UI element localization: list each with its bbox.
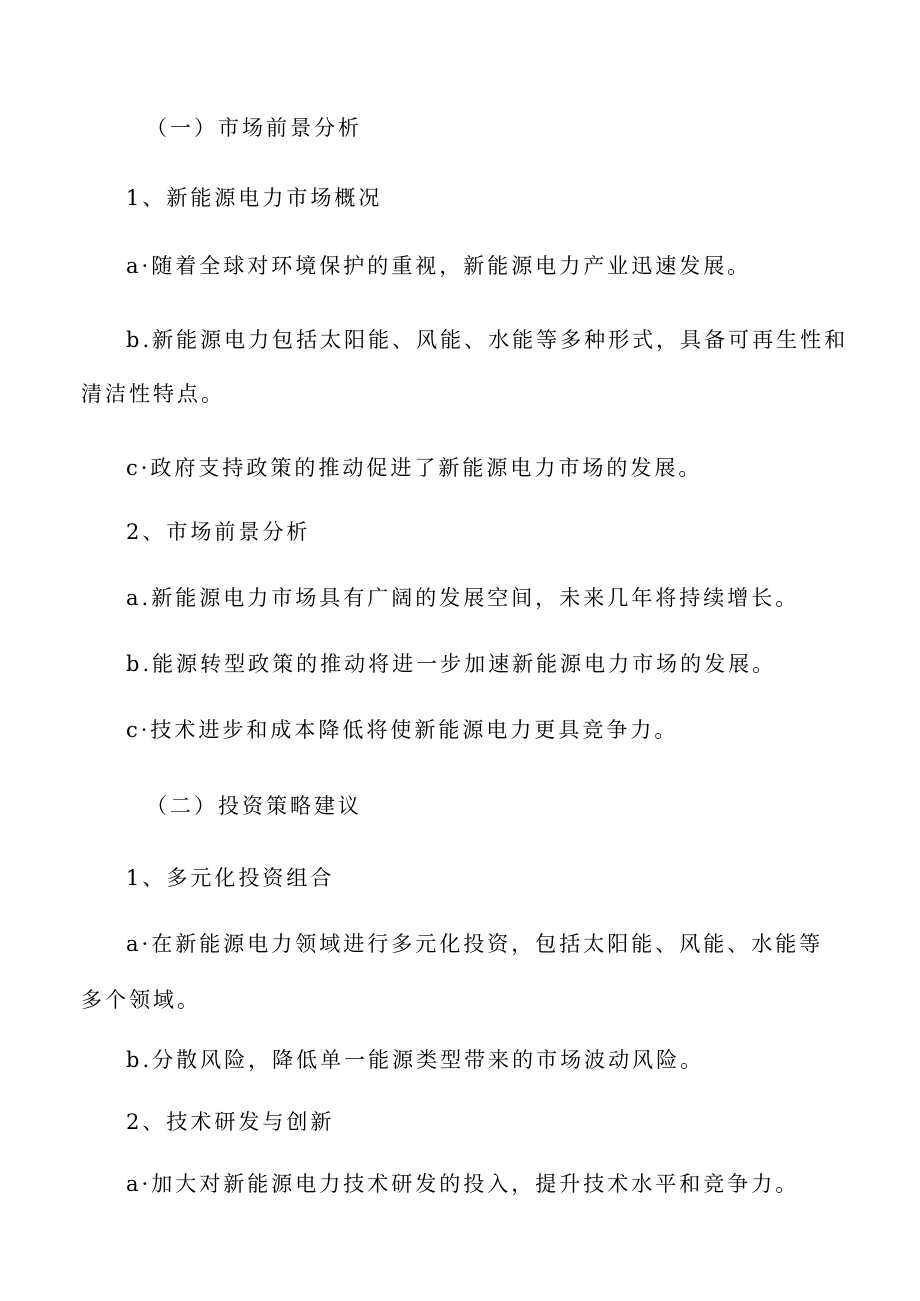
subsection-heading-market-overview: 1、新能源电力市场概况 [126, 186, 383, 210]
paragraph-item: c·技术进步和成本降低将使新能源电力更具竞争力。 [126, 718, 679, 742]
paragraph-continuation: 清洁性特点。 [81, 382, 225, 406]
section-heading-market-outlook: （一）市场前景分析 [146, 116, 362, 140]
subsection-heading-rnd-innovation: 2、技术研发与创新 [126, 1110, 335, 1134]
subsection-heading-market-prospects: 2、市场前景分析 [126, 520, 311, 544]
paragraph-item: b.新能源电力包括太阳能、风能、水能等多种形式，具备可再生性和 [126, 328, 849, 352]
paragraph-item: a·加大对新能源电力技术研发的投入，提升技术水平和竞争力。 [126, 1172, 800, 1196]
section-heading-investment-strategy: （二）投资策略建议 [146, 794, 362, 818]
paragraph-item: a·在新能源电力领域进行多元化投资，包括太阳能、风能、水能等 [126, 932, 824, 956]
paragraph-item: a.新能源电力市场具有广阔的发展空间，未来几年将持续增长。 [126, 586, 800, 610]
paragraph-continuation: 多个领域。 [81, 988, 201, 1012]
paragraph-item: b.能源转型政策的推动将进一步加速新能源电力市场的发展。 [126, 652, 777, 676]
subsection-heading-diversified-portfolio: 1、多元化投资组合 [126, 866, 335, 890]
paragraph-item: c·政府支持政策的推动促进了新能源电力市场的发展。 [126, 456, 703, 480]
paragraph-item: a·随着全球对环境保护的重视，新能源电力产业迅速发展。 [126, 254, 752, 278]
paragraph-item: b.分散风险，降低单一能源类型带来的市场波动风险。 [126, 1048, 705, 1072]
